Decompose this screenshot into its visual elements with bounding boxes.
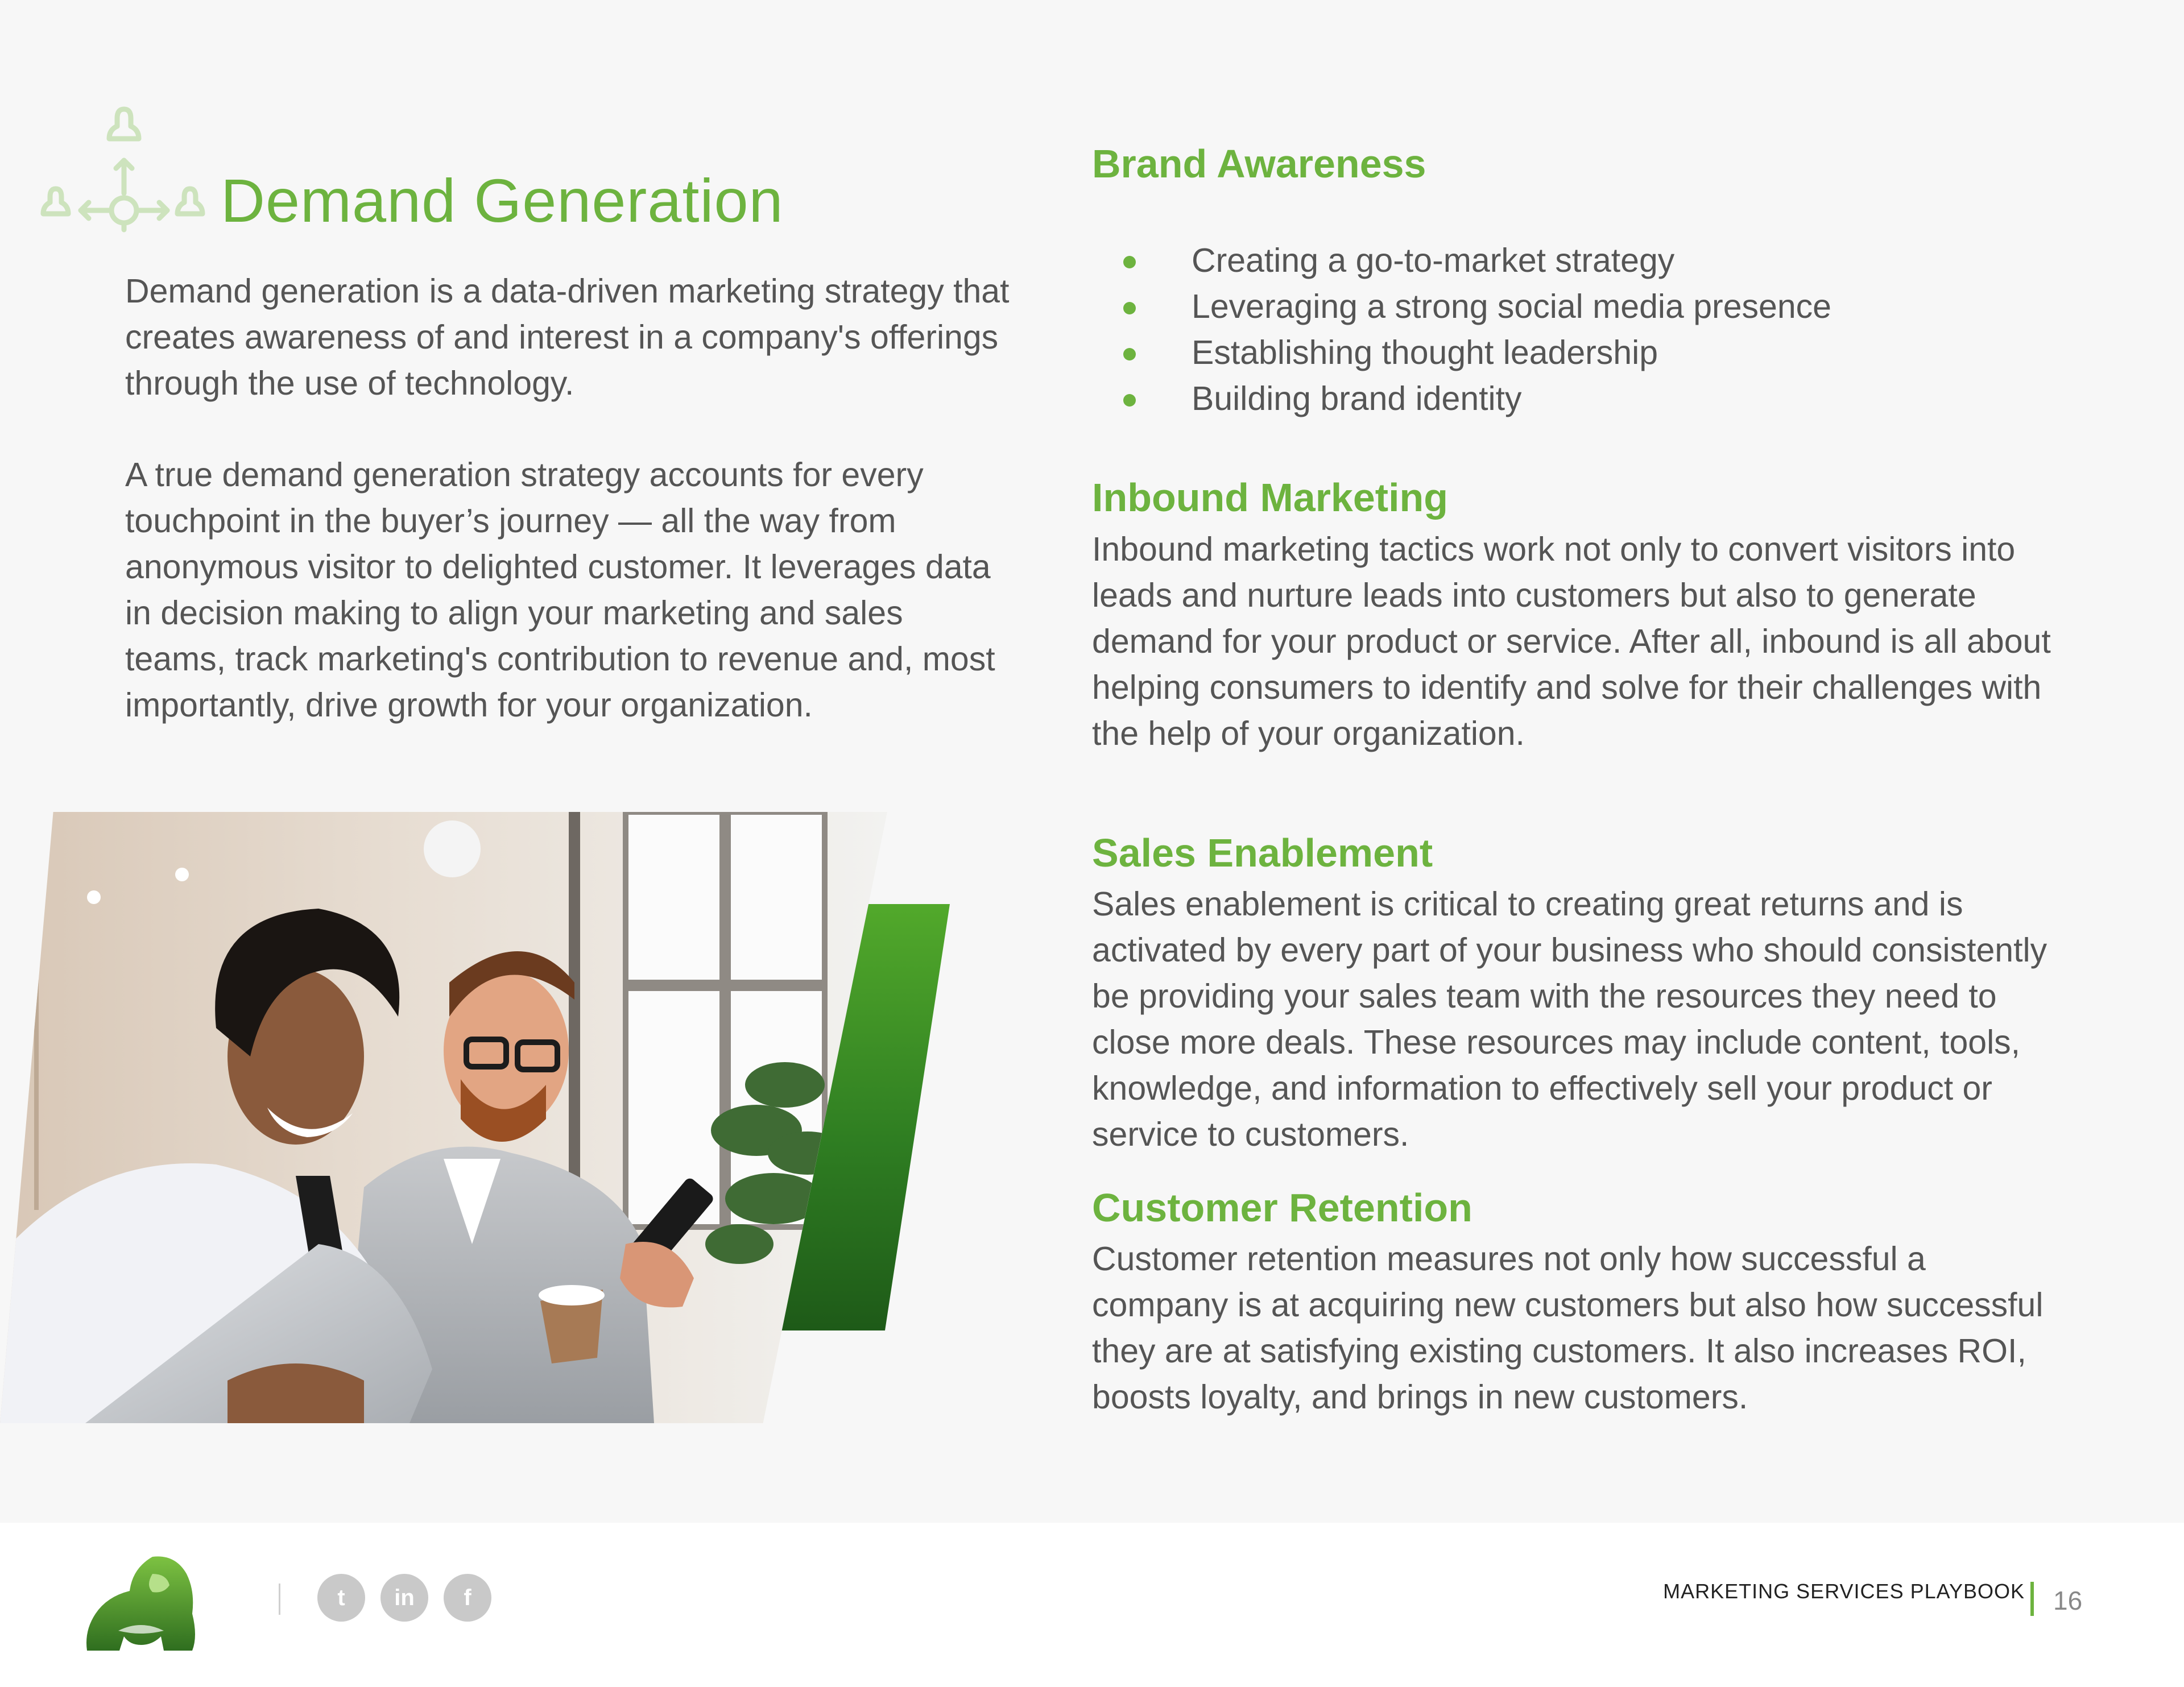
list-item bbox=[1123, 376, 1831, 422]
list-item bbox=[1123, 284, 1831, 330]
customer-retention-body: Customer retention measures not only how successful a company is at acquiring new customers but also how successful they are at satisfying existing customers. It also increases ROI, boosts loyalty, and brings in new customers. bbox=[1092, 1240, 2044, 1416]
heading-sales-enablement: Sales Enablement bbox=[1092, 831, 1433, 875]
footer-title: MARKETING SERVICES PLAYBOOK bbox=[1663, 1580, 2025, 1603]
network-branch-icon bbox=[39, 103, 209, 251]
brand-awareness-list bbox=[1123, 238, 1831, 422]
bullet-icon bbox=[1123, 256, 1136, 268]
sales-enablement-body: Sales enablement is critical to creating great returns and is activated by every part of your business who should consistently be providing your sales team with the resources they need to close more deals. These resources may include content, tools, knowledge, and information to effectively sell your product or service to customers. bbox=[1092, 885, 2048, 1153]
list-item bbox=[1123, 238, 1831, 284]
bullet-icon bbox=[1123, 348, 1136, 360]
list-item bbox=[1123, 330, 1831, 376]
intro-paragraph: A true demand generation strategy accounts for every touchpoint in the buyer’s journey — all the way from anonymous visitor to delighted customer. It leverages data in decision making to align your marketing and sales teams, track marketing's contribution to revenue and, most importantly, drive growth for your organization. bbox=[125, 456, 995, 724]
office-photo bbox=[0, 812, 887, 1423]
intro-paragraph: Demand generation is a data-driven marketing strategy that creates awareness of and interest in a company's offerings through the use of technology. bbox=[125, 272, 1010, 402]
heading-brand-awareness: Brand Awareness bbox=[1092, 142, 1426, 186]
list-item-text: Establishing thought leadership bbox=[1192, 334, 1658, 371]
gorilla-logo bbox=[84, 1551, 198, 1653]
bullet-icon bbox=[1123, 394, 1136, 407]
twitter-icon[interactable]: t bbox=[317, 1574, 365, 1622]
linkedin-icon[interactable]: in bbox=[380, 1574, 428, 1622]
page-title: Demand Generation bbox=[221, 166, 784, 235]
footer-accent-bar bbox=[2030, 1582, 2034, 1616]
heading-inbound-marketing: Inbound Marketing bbox=[1092, 475, 1449, 520]
facebook-icon[interactable]: f bbox=[444, 1574, 491, 1622]
heading-customer-retention: Customer Retention bbox=[1092, 1186, 1472, 1230]
list-item-text: Leveraging a strong social media presence bbox=[1192, 288, 1831, 325]
inbound-marketing-body: Inbound marketing tactics work not only to convert visitors into leads and nurture leads into customers but also to generate demand for your product or service. After all, inbound is all about helping consumers to identify and solve for their challenges with the help of your organization. bbox=[1092, 530, 2051, 752]
intro-text bbox=[125, 268, 1012, 774]
bullet-icon bbox=[1123, 302, 1136, 314]
footer-divider bbox=[279, 1584, 280, 1615]
list-item-text: Creating a go-to-market strategy bbox=[1192, 242, 1675, 279]
page-number: 16 bbox=[2053, 1586, 2083, 1615]
list-item-text: Building brand identity bbox=[1192, 380, 1522, 417]
